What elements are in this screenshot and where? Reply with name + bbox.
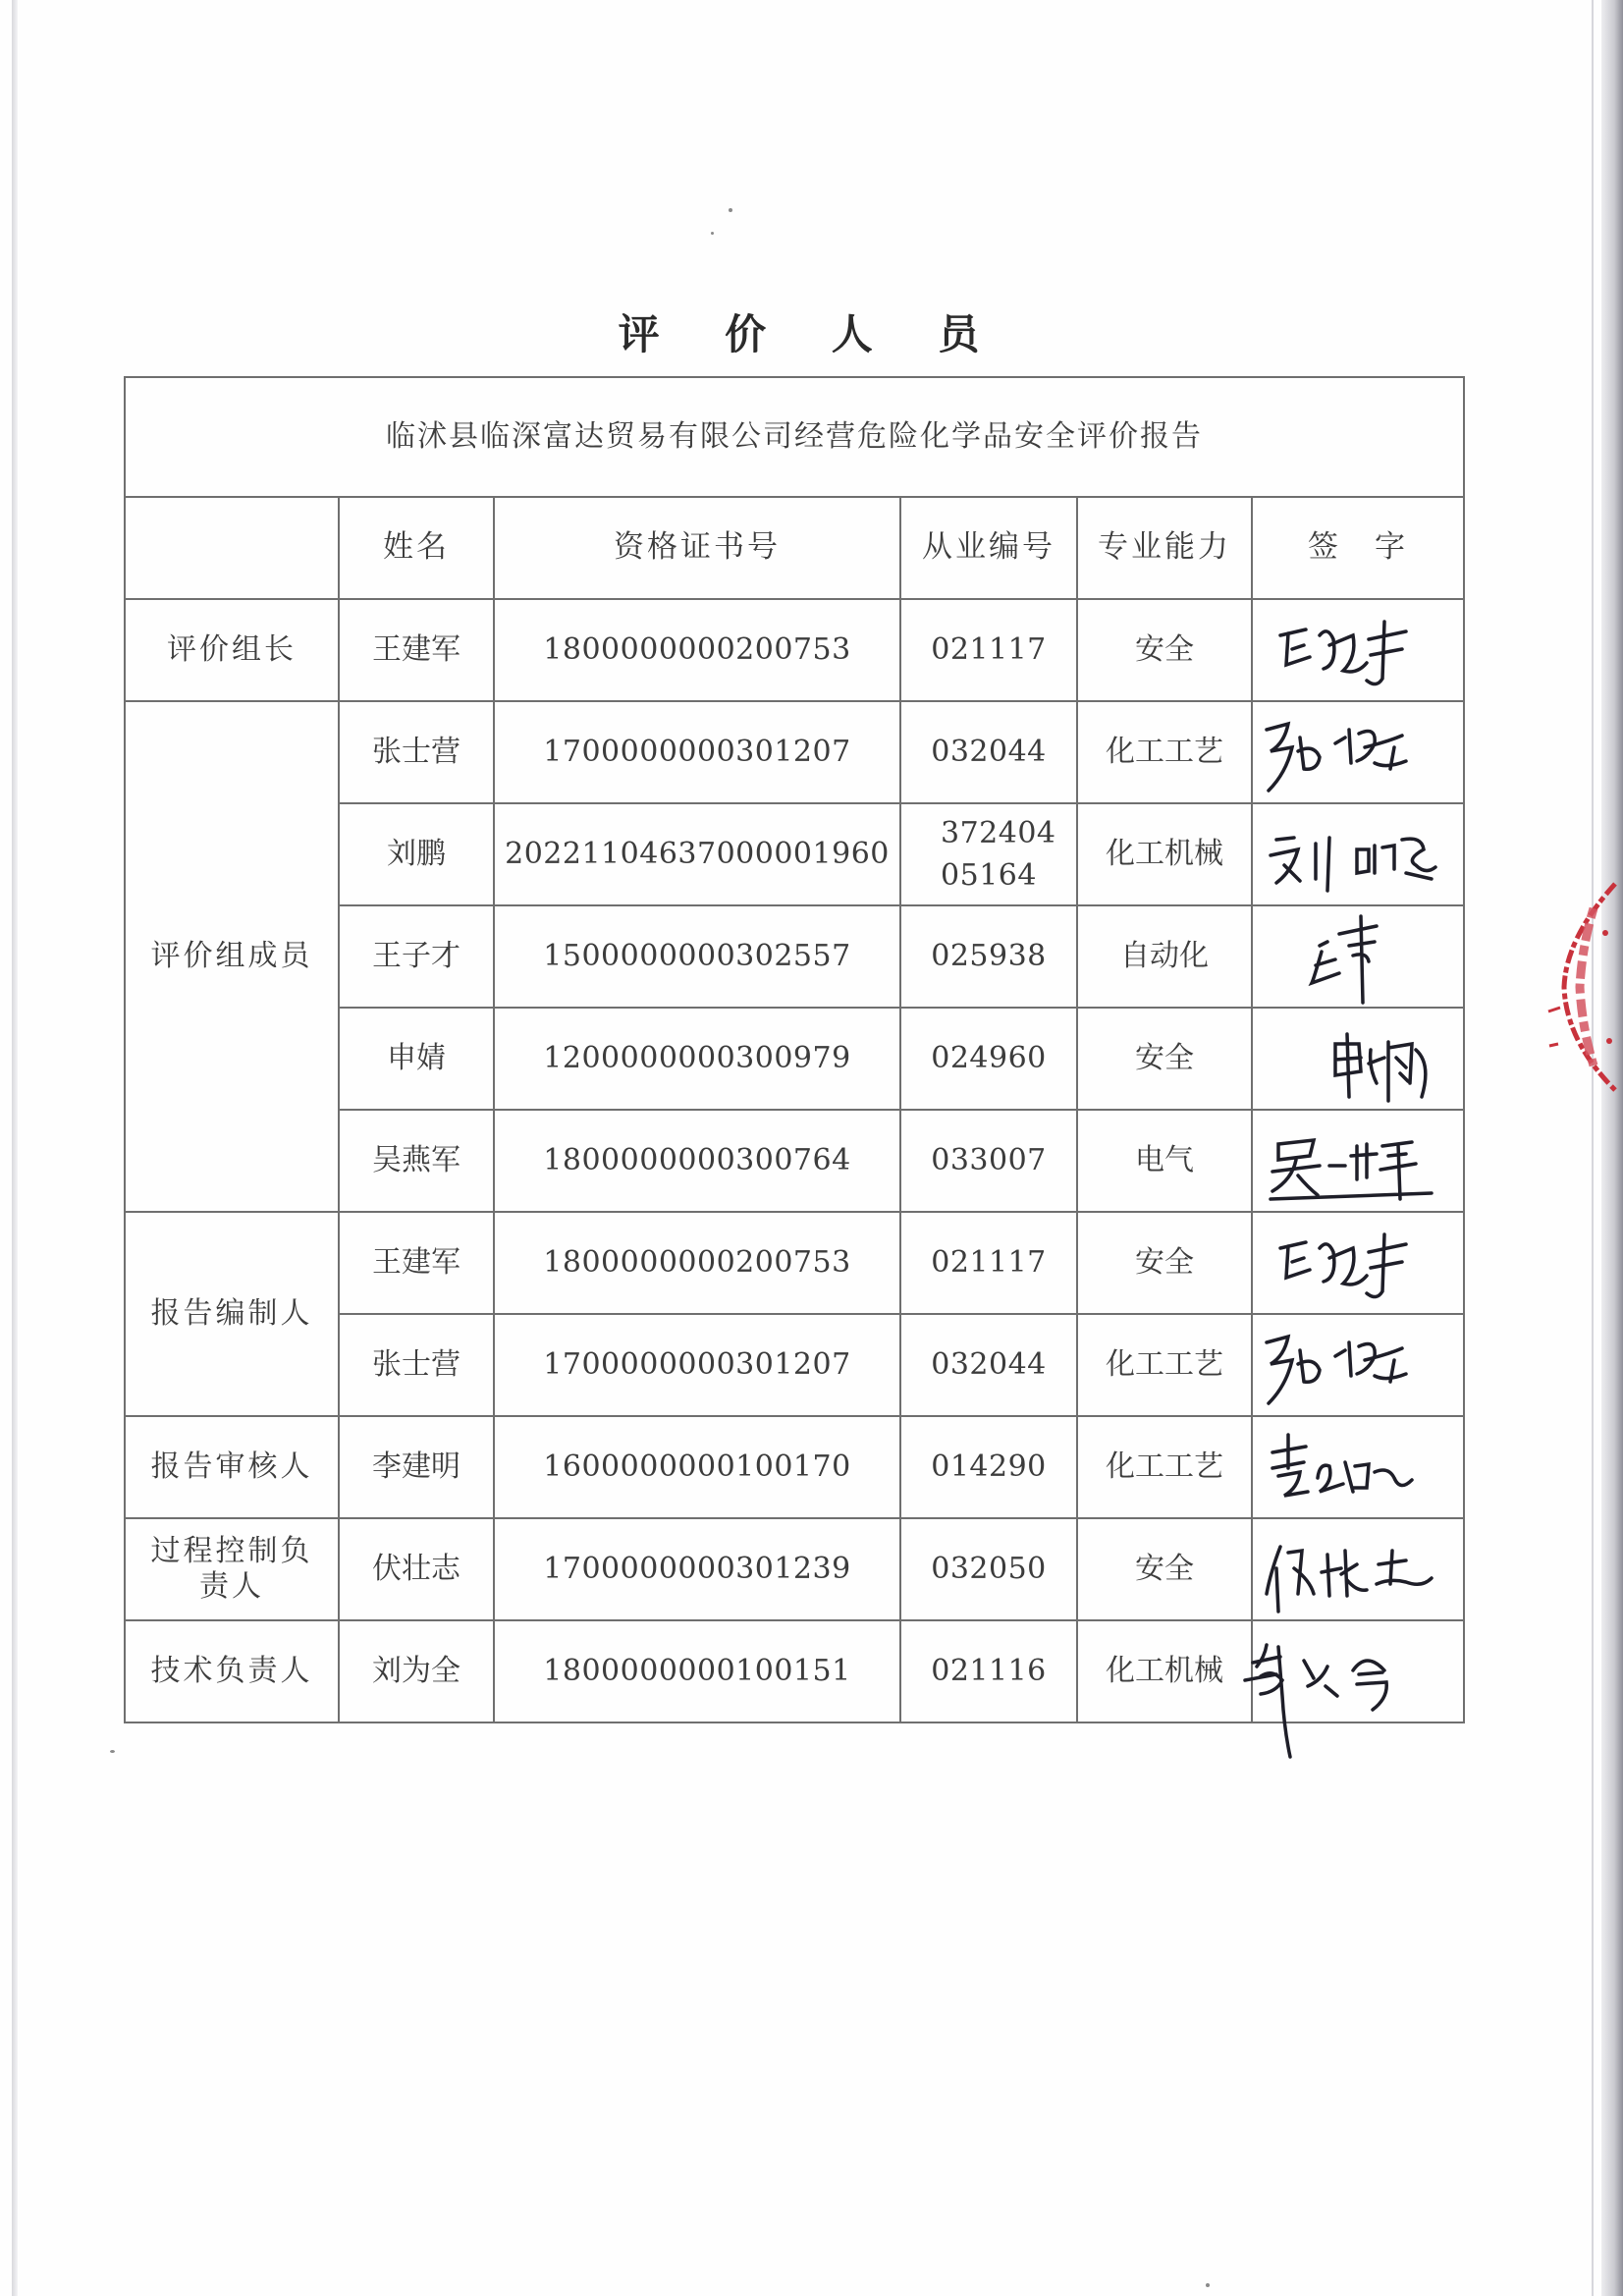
- handwritten-signature: [1259, 606, 1455, 694]
- handwritten-signature: [1259, 1525, 1455, 1613]
- practice-number: 032044: [900, 701, 1077, 803]
- table-header: [125, 497, 1464, 599]
- signature: [1252, 1110, 1464, 1212]
- practice-number: 372404 05164: [900, 803, 1077, 905]
- header-name: 姓名: [339, 497, 494, 599]
- person-name: 伏壮志: [339, 1518, 494, 1620]
- cert-number: 1200000000300979: [494, 1008, 900, 1110]
- role-technical: 技术负责人: [125, 1620, 339, 1722]
- header-blank: [125, 497, 339, 599]
- handwritten-signature: [1259, 810, 1455, 899]
- person-name: 李建明: [339, 1416, 494, 1518]
- signature: [1252, 599, 1464, 701]
- cert-number: 1800000000200753: [494, 1212, 900, 1314]
- personnel-table: [124, 376, 1465, 1723]
- practice-number: 025938: [900, 905, 1077, 1008]
- specialty: 化工工艺: [1077, 701, 1252, 803]
- scan-speck: [110, 1750, 115, 1753]
- handwritten-signature: [1259, 1423, 1455, 1511]
- practice-number: 024960: [900, 1008, 1077, 1110]
- signature: [1252, 1314, 1464, 1416]
- specialty: 电气: [1077, 1110, 1252, 1212]
- person-name: 刘鹏: [339, 803, 494, 905]
- handwritten-signature: [1259, 708, 1455, 796]
- handwritten-signature: [1259, 1219, 1455, 1307]
- cert-number: 1700000000301207: [494, 1314, 900, 1416]
- handwritten-signature: [1259, 1117, 1455, 1205]
- table-row: [125, 1620, 1464, 1722]
- table-row: [125, 701, 1464, 803]
- scan-speck: [711, 232, 714, 235]
- signature: [1252, 905, 1464, 1008]
- scan-speck: [729, 208, 732, 212]
- cert-number: 1800000000200753: [494, 599, 900, 701]
- signature: [1252, 1008, 1464, 1110]
- practice-number: 021116: [900, 1620, 1077, 1722]
- header-signature: 签 字: [1252, 497, 1464, 599]
- role-leader: 评价组长: [125, 599, 339, 701]
- header-specialty: 专业能力: [1077, 497, 1252, 599]
- role-reviewer: 报告审核人: [125, 1416, 339, 1518]
- role-compiler: 报告编制人: [125, 1212, 339, 1416]
- person-name: 张士营: [339, 701, 494, 803]
- header-cert: 资格证书号: [494, 497, 900, 599]
- table-row: [125, 599, 1464, 701]
- seal-fragment: [1546, 879, 1623, 1095]
- scan-speck: [1206, 2283, 1210, 2287]
- person-name: 王子才: [339, 905, 494, 1008]
- person-name: 张士营: [339, 1314, 494, 1416]
- specialty: 化工工艺: [1077, 1416, 1252, 1518]
- cert-number: 1500000000302557: [494, 905, 900, 1008]
- cert-number: 1800000000100151: [494, 1620, 900, 1722]
- signature: [1252, 701, 1464, 803]
- specialty: 化工机械: [1077, 803, 1252, 905]
- practice-number: 021117: [900, 1212, 1077, 1314]
- specialty: 安全: [1077, 1008, 1252, 1110]
- person-name: 刘为全: [339, 1620, 494, 1722]
- signature: [1252, 1416, 1464, 1518]
- signature: [1252, 1620, 1464, 1722]
- specialty: 化工机械: [1077, 1620, 1252, 1722]
- cert-number: 20221104637000001960: [494, 803, 900, 905]
- signature: [1252, 1518, 1464, 1620]
- cert-number: 1700000000301239: [494, 1518, 900, 1620]
- page-title: 评 价 人 员: [618, 310, 1005, 358]
- specialty: 化工工艺: [1077, 1314, 1252, 1416]
- signature: [1252, 803, 1464, 905]
- role-members: 评价组成员: [125, 701, 339, 1212]
- person-name: 吴燕军: [339, 1110, 494, 1212]
- cert-number: 1800000000300764: [494, 1110, 900, 1212]
- table-row: [125, 1416, 1464, 1518]
- practice-number: 032050: [900, 1518, 1077, 1620]
- cert-number: 1600000000100170: [494, 1416, 900, 1518]
- table-row: [125, 1212, 1464, 1314]
- signature: [1252, 1212, 1464, 1314]
- role-process: 过程控制负责人: [125, 1518, 339, 1620]
- specialty: 安全: [1077, 1518, 1252, 1620]
- table-row: [125, 1518, 1464, 1620]
- practice-number: 033007: [900, 1110, 1077, 1212]
- practice-number: 021117: [900, 599, 1077, 701]
- person-name: 王建军: [339, 599, 494, 701]
- specialty: 自动化: [1077, 905, 1252, 1008]
- header-practice: 从业编号: [900, 497, 1077, 599]
- cert-number: 1700000000301207: [494, 701, 900, 803]
- handwritten-signature: [1243, 1627, 1439, 1716]
- person-name: 申婧: [339, 1008, 494, 1110]
- specialty: 安全: [1077, 599, 1252, 701]
- practice-number: 032044: [900, 1314, 1077, 1416]
- handwritten-signature: [1259, 1014, 1455, 1103]
- practice-number: 014290: [900, 1416, 1077, 1518]
- specialty: 安全: [1077, 1212, 1252, 1314]
- person-name: 王建军: [339, 1212, 494, 1314]
- report-title: 临沭县临深富达贸易有限公司经营危险化学品安全评价报告: [125, 377, 1464, 497]
- handwritten-signature: [1259, 912, 1455, 1001]
- handwritten-signature: [1259, 1321, 1455, 1409]
